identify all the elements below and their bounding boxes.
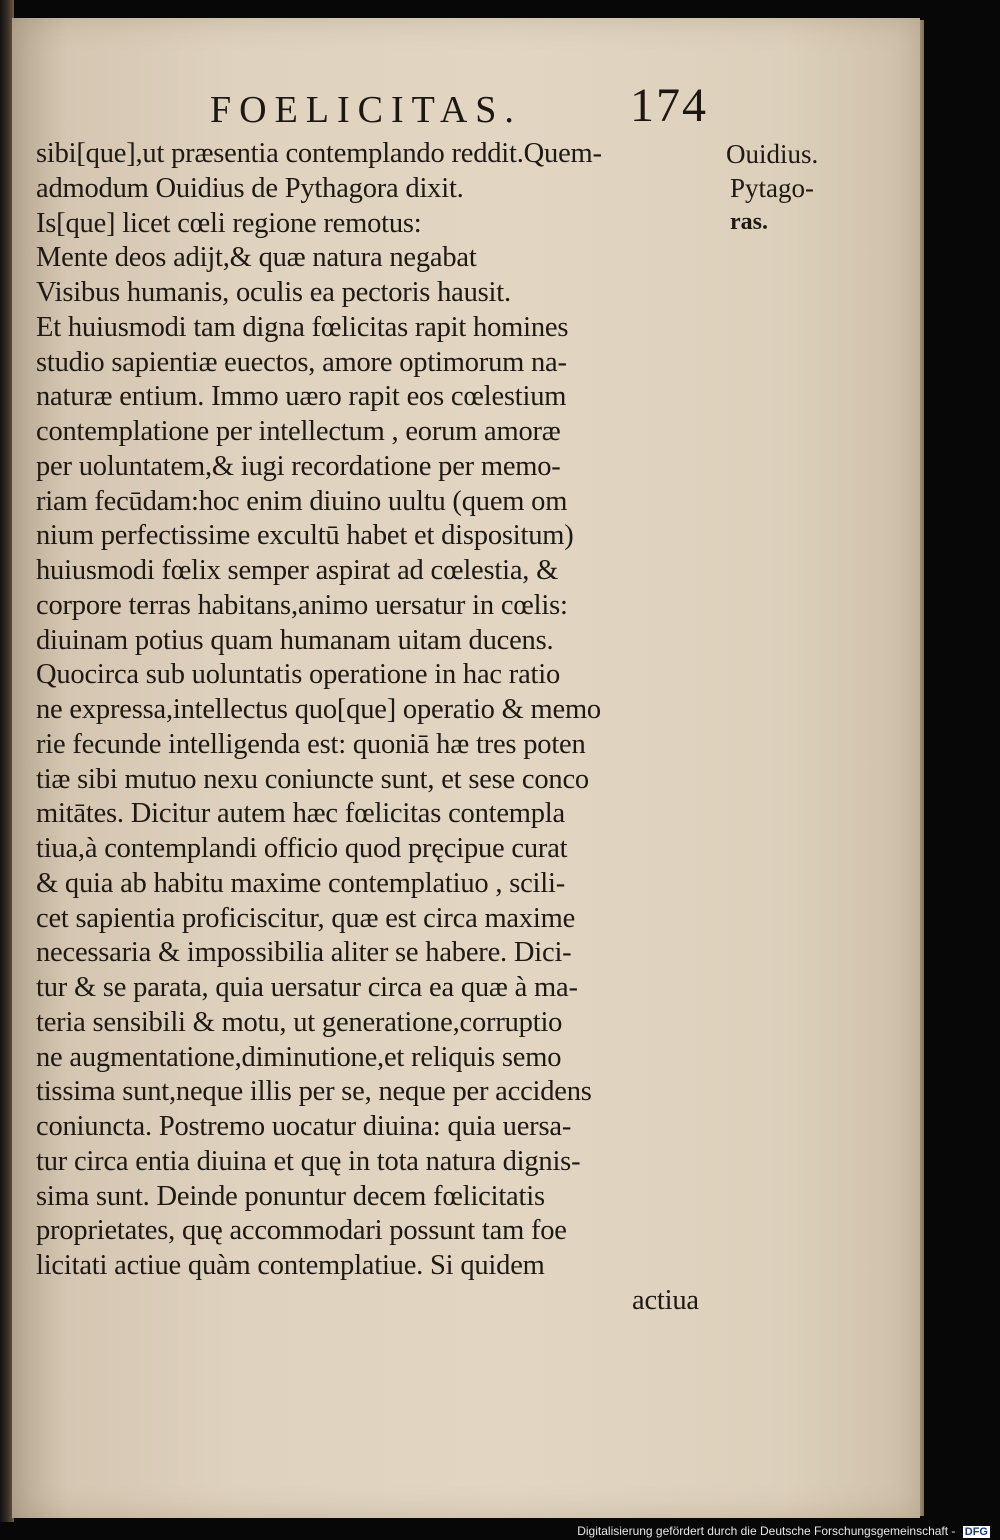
text-line: tur & se parata, quia uersatur circa ea quæ à ma-: [36, 972, 578, 1003]
body-text: [36, 137, 736, 1319]
text-line: huiusmodi fœlix semper aspirat ad cœlestia, &: [36, 555, 559, 586]
text-line: ne augmentatione,diminutione,et reliquis semo: [36, 1041, 562, 1073]
text-line: corpore terras habitans,animo uersatur in cœlis:: [36, 589, 568, 621]
text-line: Is[que] licet cœli regione remotus:: [36, 207, 422, 239]
text-line: Et huiusmodi tam digna fœlicitas rapit homines: [36, 311, 569, 343]
text-line: ne expressa,intellectus quo[que] operatio & memo: [36, 694, 601, 725]
text-line: Visibus humanis, oculis ea pectoris hausit.: [36, 277, 511, 308]
text-line: contemplatione per intellectum , eorum amoræ: [36, 416, 561, 447]
text-line: rie fecunde intelligenda est: quoniā hæ tres poten: [36, 728, 586, 760]
margin-note: Pytago-: [730, 173, 814, 203]
text-line: coniuncta. Postremo uocatur diuina: quia uersa-: [36, 1111, 572, 1142]
text-line: studio sapientiæ euectos, amore optimorum na-: [36, 346, 567, 378]
text-line: tiua,à contemplandi officio quod pręcipue curat: [36, 833, 568, 864]
text-line: sima sunt. Deinde ponuntur decem fœlicitatis: [36, 1180, 545, 1212]
text-line: Mente deos adijt,& quæ natura negabat: [36, 242, 477, 274]
text-line: admodum Ouidius de Pythagora dixit.: [36, 172, 464, 204]
text-line: sibi[que],ut præsentia contemplando reddit.Quem-: [36, 138, 602, 169]
credit-text: Digitalisierung gefördert durch die Deutsche Forschungsgemeinschaft -: [577, 1524, 956, 1538]
running-head: FOELICITAS.: [210, 89, 522, 131]
text-line: nium perfectissime excultū habet et dispositum): [36, 520, 574, 552]
text-line: diuinam potius quam humanam uitam ducens.: [36, 624, 554, 656]
text-line: naturæ entium. Immo uæro rapit eos cœlestium: [36, 381, 567, 413]
text-line: licitati actiue quàm contemplatiue. Si quidem: [36, 1250, 545, 1281]
text-line: riam fecūdam:hoc enim diuino uultu (quem om: [36, 485, 568, 517]
dfg-logo: DFG: [964, 1526, 988, 1538]
text-line: Quocirca sub uoluntatis operatione in hac ratio: [36, 659, 561, 691]
marginal-notes: [726, 137, 818, 239]
page-number: 174: [630, 79, 708, 132]
text-line: per uoluntatem,& iugi recordatione per memo-: [36, 450, 561, 482]
text-line: & quia ab habitu maxime contemplatiuo , scili-: [36, 867, 566, 899]
digitization-credit: [577, 1524, 990, 1538]
catchword: actiua: [632, 1284, 699, 1316]
text-line: teria sensibili & motu, ut generatione,corruptio: [36, 1006, 563, 1038]
text-line: cet sapientia proficiscitur, quæ est circa maxime: [36, 902, 576, 934]
text-line: mitātes. Dicitur autem hæc fœlicitas contempla: [36, 798, 565, 830]
text-line: proprietates, quę accommodari possunt tam foe: [36, 1215, 567, 1247]
text-line: tur circa entia diuina et quę in tota natura dignis-: [36, 1145, 581, 1177]
text-line: tissima sunt,neque illis per se, neque per accidens: [36, 1076, 592, 1108]
margin-note: Ouidius.: [726, 139, 819, 169]
margin-note: ras.: [730, 209, 768, 235]
text-line: necessaria & impossibilia aliter se habere. Dici-: [36, 937, 572, 969]
text-line: tiæ sibi mutuo nexu coniuncte sunt, et sese conco: [36, 763, 589, 795]
